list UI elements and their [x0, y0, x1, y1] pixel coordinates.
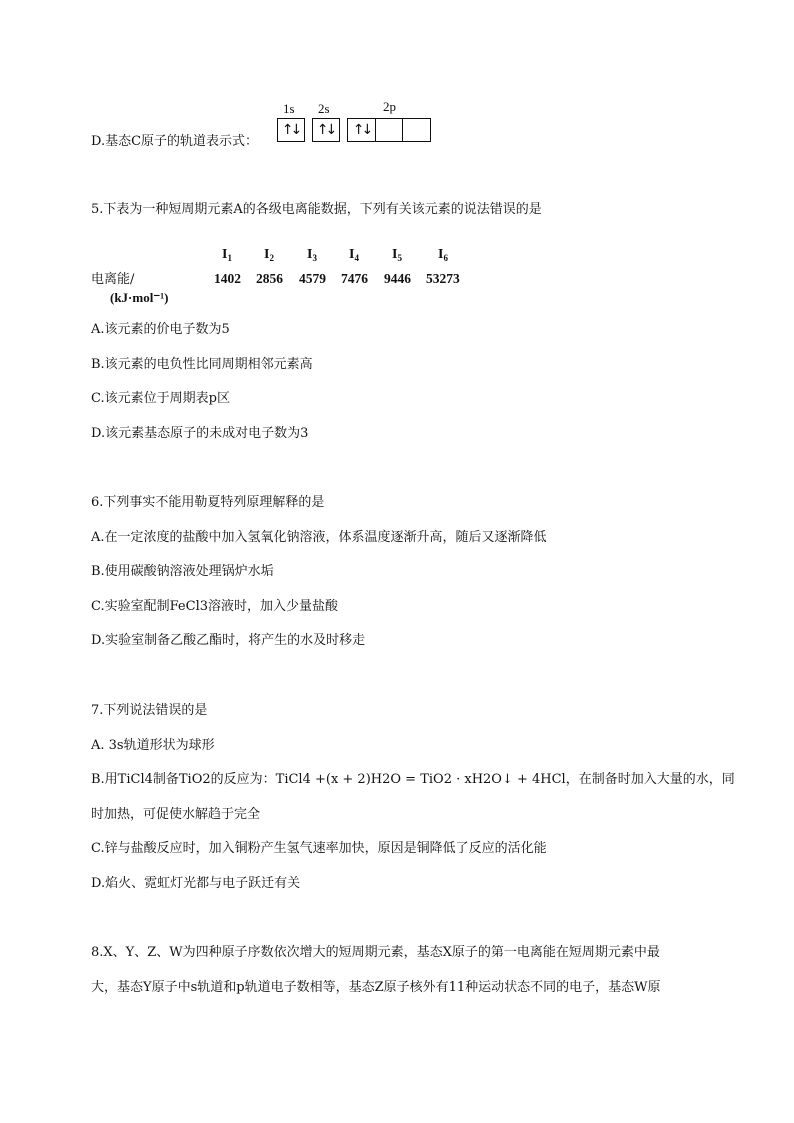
orbital-1s-arrows: ↑↓: [281, 122, 300, 138]
orbital-2p-3: [402, 119, 429, 141]
q7-option-d: D.焰火、霓虹灯光都与电子跃迁有关: [91, 876, 301, 891]
table-unit: (kJ·mol⁻¹): [110, 290, 169, 305]
q5-option-b: B.该元素的电负性比同周期相邻元素高: [91, 357, 313, 372]
q5-option-d: D.该元素基态原子的未成对电子数为3: [91, 426, 309, 441]
table-header-i4: $I_4$: [349, 247, 359, 263]
q6-option-b: B.使用碳酸钠溶液处理锅炉水垢: [91, 564, 274, 579]
table-value-i2: 2856: [256, 271, 283, 286]
q7-option-a: A. 3s轨道形状为球形: [91, 738, 215, 753]
table-header-i6: $I_6$: [438, 247, 448, 263]
orbital-label-1s: 1s: [283, 101, 295, 116]
orbital-2s-arrows: ↑↓: [316, 122, 335, 138]
q6-option-c: C.实验室配制FeCl3溶液时，加入少量盐酸: [91, 599, 338, 614]
orbital-box-2p: [347, 118, 431, 142]
table-value-i4: 7476: [341, 271, 368, 286]
orbital-label-2s: 2s: [318, 101, 330, 116]
table-header-i1: $I_1$: [222, 247, 232, 263]
q6-option-d: D.实验室制备乙酸乙酯时，将产生的水及时移走: [91, 633, 366, 648]
q8-stem-line1: 8.X、Y、Z、W为四种原子序数依次增大的短周期元素，基态X原子的第一电离能在短周期元素中最: [91, 945, 660, 960]
q7-option-b-cont: 时加热，可促使水解趋于完全: [91, 807, 261, 822]
table-header-i2: $I_2$: [264, 247, 274, 263]
q4-option-d: D.基态C原子的轨道表示式：: [91, 134, 259, 149]
table-value-i1: 1402: [214, 271, 241, 286]
table-header-i3: $I_3$: [307, 247, 317, 263]
q5-stem: 5.下表为一种短周期元素A的各级电离能数据，下列有关该元素的说法错误的是: [91, 202, 542, 217]
q6-stem: 6.下列事实不能用勒夏特列原理解释的是: [91, 495, 325, 510]
table-row-label: 电离能/: [91, 272, 135, 287]
orbital-box-2s: [312, 118, 340, 142]
q8-stem-line2: 大，基态Y原子中s轨道和p轨道电子数相等，基态Z原子核外有11种运动状态不同的电子，基态W原: [91, 980, 661, 995]
q6-option-a: A.在一定浓度的盐酸中加入氢氧化钠溶液，体系温度逐渐升高，随后又逐渐降低: [91, 530, 547, 545]
q7-option-c: C.锌与盐酸反应时，加入铜粉产生氢气速率加快，原因是铜降低了反应的活化能: [91, 841, 547, 856]
q5-option-c: C.该元素位于周期表p区: [91, 391, 230, 406]
q5-option-a: A.该元素的价电子数为5: [91, 322, 230, 337]
orbital-label-2p: 2p: [383, 99, 396, 114]
table-value-i6: 53273: [426, 271, 460, 286]
q7-option-b: B.用TiCl4制备TiO2的反应为：TiCl4 +(x + 2)H2O = TiO2 · xH2O↓ + 4HCl，在制备时加入大量的水，同: [91, 772, 735, 787]
table-header-i5: $I_5$: [392, 247, 402, 263]
orbital-2p-2: [375, 119, 402, 141]
table-value-i3: 4579: [299, 271, 326, 286]
table-value-i5: 9446: [384, 271, 411, 286]
q7-stem: 7.下列说法错误的是: [91, 703, 208, 718]
orbital-box-1s: [277, 118, 305, 142]
orbital-2p-1: ↑↓: [352, 122, 371, 138]
